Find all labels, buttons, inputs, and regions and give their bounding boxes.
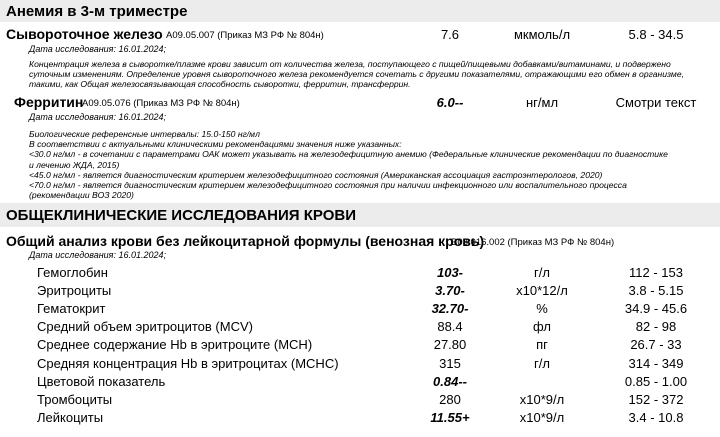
section-header-cbc bbox=[0, 203, 720, 227]
row-name: Средний объем эритроцитов (MCV) bbox=[37, 319, 253, 334]
row-ref: 82 - 98 bbox=[635, 319, 677, 334]
row-ref: 0.85 - 1.00 bbox=[624, 374, 688, 389]
ferritin-code: A09.05.076 (Приказ МЗ РФ № 804н) bbox=[82, 98, 240, 109]
ferritin-note-line: В соответствии с актуальными клиническими рекомендациями значения ниже указанных: bbox=[29, 139, 402, 150]
serum-iron-note: Концентрация железа в сыворотке/плазме крови зависит от количества железа, поступающего с пищей/пищевыми добавками/витаминами, и подвержено суточным изменениям. Определение уровня сывороточного железа рекомендуется сочетать с другими показателями, отражающими его обмен в организме, такими, как Общая железосвязывающая способность сыворотки, ферритин, трансферрин. bbox=[29, 59, 684, 90]
row-name: Тромбоциты bbox=[37, 392, 113, 407]
row-name: Средняя концентрация Hb в эритроцитах (MCHC) bbox=[37, 356, 339, 371]
row-value: 11.55+ bbox=[430, 410, 470, 425]
ferritin-unit: нг/мл bbox=[525, 95, 559, 110]
cbc-panel-code: B03.016.002 (Приказ МЗ РФ № 804н) bbox=[451, 237, 615, 248]
ferritin-note-line: и лечению ЖДА, 2015) bbox=[29, 159, 120, 170]
ferritin-note-line: <70.0 нг/мл - является диагностическим критерием железодефицитного состояния при наличии инфекционного или воспалительного процесса bbox=[29, 180, 627, 191]
row-unit: x10*12/л bbox=[516, 283, 568, 298]
row-ref: 3.8 - 5.15 bbox=[628, 283, 684, 298]
row-value: 27.80 bbox=[433, 337, 467, 352]
row-unit: г/л bbox=[534, 356, 550, 371]
row-ref: 3.4 - 10.8 bbox=[628, 410, 684, 425]
row-name: Гематокрит bbox=[37, 301, 106, 316]
serum-iron-ref: 5.8 - 34.5 bbox=[628, 27, 684, 42]
row-ref: 314 - 349 bbox=[628, 356, 684, 371]
row-ref: 26.7 - 33 bbox=[630, 337, 682, 352]
ferritin-value: 6.0-- bbox=[436, 95, 464, 110]
row-unit: x10*9/л bbox=[519, 410, 565, 425]
ferritin-note-line: <30.0 нг/мл - в сочетании с параметрами ОАК может указывать на железодефицитную анемию (Федеральные клинические рекомендации по диагностике bbox=[29, 149, 668, 160]
ferritin-note-line: (рекомендации ВОЗ 2020) bbox=[29, 190, 134, 201]
ferritin-notes bbox=[29, 129, 699, 200]
row-value: 315 bbox=[439, 356, 461, 371]
row-ref: 112 - 153 bbox=[629, 265, 683, 280]
serum-iron-unit: мкмоль/л bbox=[513, 27, 571, 42]
ferritin-ref: Смотри текст bbox=[615, 95, 697, 110]
row-value: 280 bbox=[439, 392, 461, 407]
cbc-panel-name: Общий анализ крови без лейкоцитарной формулы (венозная кровь) bbox=[6, 233, 485, 249]
row-ref: 34.9 - 45.6 bbox=[624, 301, 688, 316]
row-name: Гемоглобин bbox=[37, 265, 108, 280]
row-ref: 152 - 372 bbox=[628, 392, 684, 407]
row-name: Среднее содержание Hb в эритроците (MCH) bbox=[37, 337, 313, 352]
row-value: 3.70- bbox=[435, 283, 465, 298]
ferritin-name: Ферритин bbox=[14, 94, 84, 110]
cbc-panel-date: Дата исследования: 16.01.2024; bbox=[29, 250, 167, 260]
serum-iron-code: A09.05.007 (Приказ МЗ РФ № 804н) bbox=[166, 30, 324, 41]
serum-iron-name: Сывороточное железо bbox=[6, 26, 163, 42]
serum-iron-date: Дата исследования: 16.01.2024; bbox=[29, 44, 167, 54]
row-value: 88.4 bbox=[437, 319, 463, 334]
row-unit: фл bbox=[533, 319, 551, 334]
row-value: 32.70- bbox=[431, 301, 469, 316]
row-name: Эритроциты bbox=[37, 283, 112, 298]
row-unit: пг bbox=[536, 337, 548, 352]
row-name: Лейкоциты bbox=[37, 410, 104, 425]
section-title: ОБЩЕКЛИНИЧЕСКИЕ ИССЛЕДОВАНИЯ КРОВИ bbox=[6, 207, 356, 224]
serum-iron-value: 7.6 bbox=[440, 27, 460, 42]
row-unit: % bbox=[536, 301, 548, 316]
row-unit: г/л bbox=[534, 265, 550, 280]
row-value: 0.84-- bbox=[433, 374, 467, 389]
row-unit: x10*9/л bbox=[519, 392, 565, 407]
section-title: Анемия в 3-м триместре bbox=[6, 3, 188, 20]
section-header-anemia bbox=[0, 0, 720, 22]
ferritin-date: Дата исследования: 16.01.2024; bbox=[29, 112, 167, 122]
ferritin-note-line: Биологические референсные интервалы: 15.0-150 нг/мл bbox=[29, 129, 260, 139]
row-name: Цветовой показатель bbox=[37, 374, 166, 389]
row-value: 103- bbox=[436, 265, 464, 280]
ferritin-note-line: <45.0 нг/мл - является диагностическим критерием железодефицитного состояния (Американская ассоциация гастроэнтерологов, 2020) bbox=[29, 169, 603, 180]
